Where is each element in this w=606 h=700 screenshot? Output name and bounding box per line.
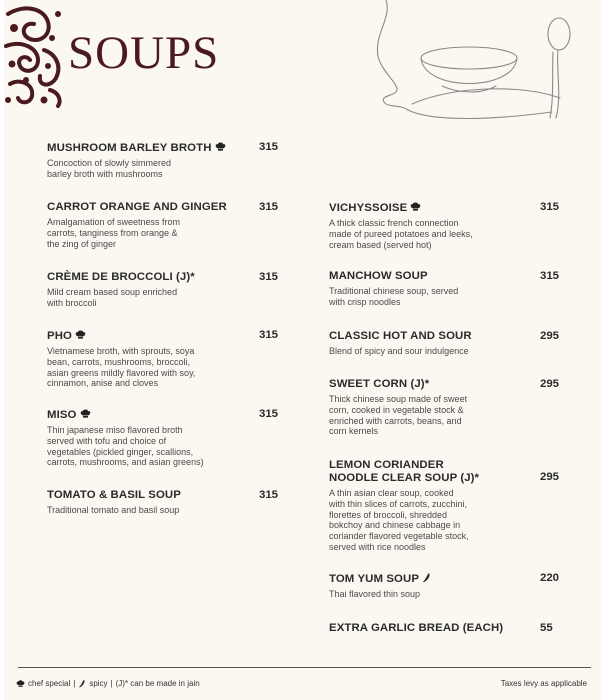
menu-page: [4, 0, 601, 700]
item-price: 315: [259, 141, 279, 153]
item-price: 295: [540, 330, 560, 342]
legend-chef-special: chef special: [28, 679, 71, 688]
item-price: 315: [259, 329, 279, 341]
item-name: VICHYSSOISE: [329, 202, 408, 214]
menu-item: CARROT ORANGE AND GINGER Amalgamation of sweetness from carrots, tanginess from orange & the zing of ginger 315: [47, 201, 279, 249]
chili-pepper-icon: [422, 572, 431, 583]
item-name: PHO: [47, 330, 72, 342]
menu-item: VICHYSSOISE A thick classic french connection made of pureed potatoes and leeks, cream based (served hot) 315: [329, 201, 560, 250]
item-name: MISO: [47, 409, 77, 421]
chef-hat-icon: [16, 679, 25, 688]
legend-jain: (J)* can be made in jain: [115, 679, 200, 688]
chef-hat-icon: [215, 141, 226, 152]
menu-item: MISO Thin japanese miso flavored broth served with tofu and choice of vegetables (pickled ginger, scallions, carrots, mushrooms, and asian greens) 315: [47, 408, 279, 468]
menu-item: CRÈME DE BROCCOLI (J)* Mild cream based soup enriched with broccoli 315: [47, 271, 279, 308]
taxes-note: Taxes levy as applicable: [500, 679, 587, 688]
menu-item: MANCHOW SOUP Traditional chinese soup, served with crisp noodles 315: [329, 270, 560, 307]
legend-spicy: spicy: [89, 679, 108, 688]
item-name: CARROT ORANGE AND GINGER: [47, 201, 227, 213]
menu-item: TOM YUM SOUP Thai flavored thin soup 220: [329, 572, 560, 599]
item-name-line: NOODLE CLEAR SOUP (J)*: [329, 472, 480, 484]
menu-item: MUSHROOM BARLEY BROTH Concoction of slowly simmered barley broth with mushrooms 315: [47, 141, 279, 179]
footer-legend: chef special | spicy | (J)* can be made in jain: [16, 679, 200, 688]
item-name: MANCHOW SOUP: [329, 270, 428, 282]
chef-hat-icon: [410, 201, 421, 212]
item-name: SWEET CORN (J)*: [329, 378, 430, 390]
chef-hat-icon: [80, 408, 91, 419]
menu-item: TOMATO & BASIL SOUP Traditional tomato and basil soup 315: [47, 489, 279, 515]
menu-item: CLASSIC HOT AND SOUR Blend of spicy and sour indulgence 295: [329, 330, 560, 356]
item-name: TOMATO & BASIL SOUP: [47, 489, 181, 501]
item-price: 315: [259, 489, 279, 501]
menu-item: [329, 622, 553, 635]
item-name: CRÈME DE BROCCOLI (J)*: [47, 271, 195, 283]
page-title: SOUPS: [68, 27, 220, 79]
item-price: 55: [540, 622, 553, 634]
item-price: 220: [540, 572, 560, 584]
item-price: 315: [259, 408, 279, 420]
item-price: 315: [259, 201, 279, 213]
chef-hat-icon: [75, 329, 86, 340]
item-name: MUSHROOM BARLEY BROTH: [47, 142, 212, 154]
soup-bowl-illustration-icon: [372, 0, 582, 125]
item-price: 295: [540, 471, 560, 483]
menu-item: LEMON CORIANDER NOODLE CLEAR SOUP (J)* A thin asian clear soup, cooked with thin slices of carrots, zucchini, florettes of broccoli, shredded bokchoy and chinese cabbage in coriander flavored vegetable stock, served with rice noodles 295: [329, 459, 560, 552]
item-name: EXTRA GARLIC BREAD (EACH): [329, 622, 504, 634]
menu-item: PHO Vietnamese broth, with sprouts, soya bean, carrots, mushrooms, broccoli, asian greens mildly flavored with soy, cinnamon, anise and cloves 315: [47, 329, 279, 389]
item-price: 315: [540, 201, 560, 213]
chili-pepper-icon: [78, 679, 86, 688]
menu-item: SWEET CORN (J)* Thick chinese soup made of sweet corn, cooked in vegetable stock & enriched with carrots, beans, and corn kernels 295: [329, 378, 560, 437]
floral-ornament-icon: [4, 0, 66, 110]
item-price: 295: [540, 378, 560, 390]
footer-divider: [18, 667, 591, 668]
item-name-line: LEMON CORIANDER: [329, 459, 444, 471]
item-price: 315: [259, 271, 279, 283]
item-name: TOM YUM SOUP: [329, 573, 420, 585]
item-price: 315: [540, 270, 560, 282]
item-name: CLASSIC HOT AND SOUR: [329, 330, 472, 342]
